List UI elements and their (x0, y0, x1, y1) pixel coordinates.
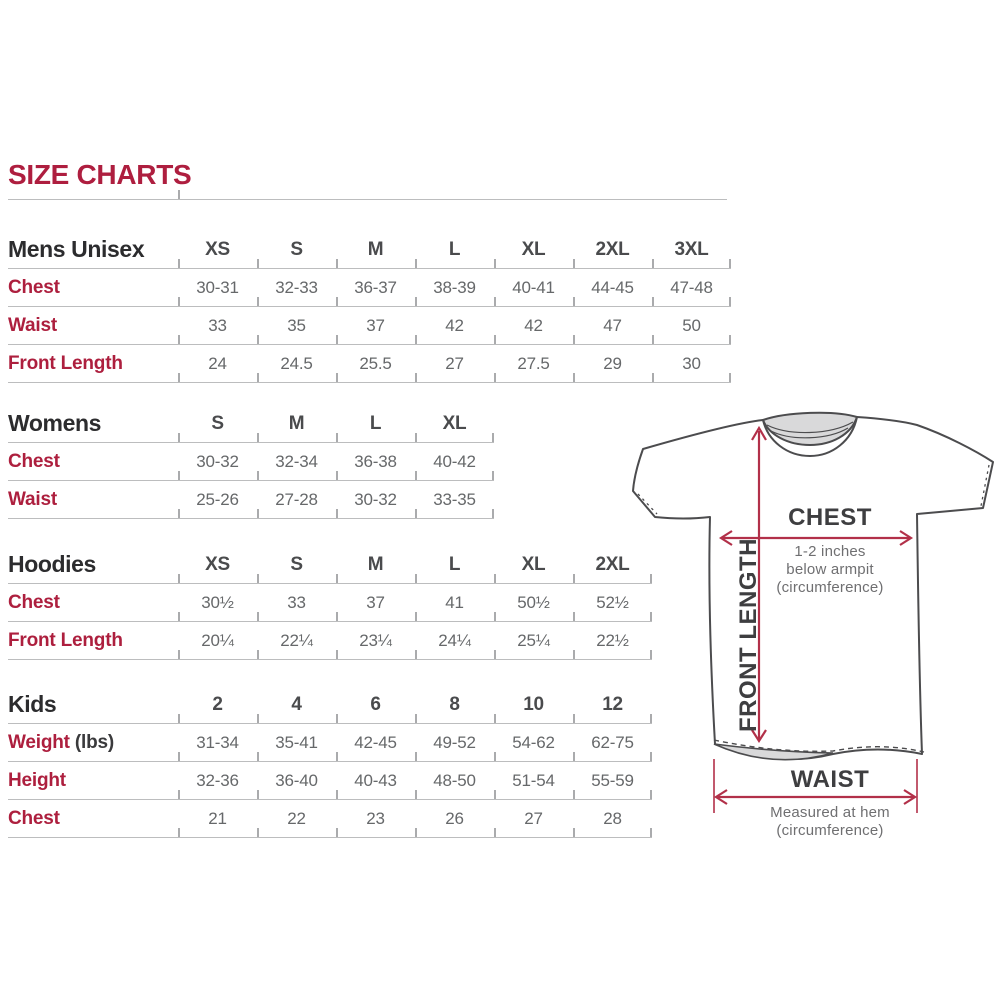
size-table-hoodies (8, 546, 652, 660)
value-cell: 30-32 (354, 489, 397, 509)
title-rule (8, 189, 727, 200)
value-cell: 40-43 (354, 770, 397, 790)
value-cell: 27.5 (517, 353, 550, 373)
value-cell: 42 (524, 315, 543, 335)
value-cell: 24 (208, 353, 227, 373)
table-row (8, 481, 494, 519)
size-header: XS (205, 238, 230, 260)
value-cell: 25¼ (517, 630, 550, 650)
measure-label-suffix: (lbs) (69, 731, 114, 753)
column-tick (178, 650, 180, 659)
column-tick (257, 509, 259, 518)
value-cell: 54-62 (512, 732, 555, 752)
value-cell: 27 (445, 353, 464, 373)
size-table-mens-unisex (8, 231, 731, 383)
column-tick (257, 650, 259, 659)
column-tick (494, 297, 496, 306)
row-label-cell (8, 481, 178, 518)
tshirt-diagram-svg (626, 403, 998, 863)
column-tick (494, 752, 496, 761)
value-cell: 25.5 (359, 353, 392, 373)
column-tick (573, 612, 575, 621)
value-cell: 42-45 (354, 732, 397, 752)
measure-label: Waist (8, 488, 57, 510)
column-tick (178, 714, 180, 723)
column-tick (257, 790, 259, 799)
section-title: Kids (8, 691, 57, 717)
value-cell: 22¼ (280, 630, 313, 650)
section-title: Womens (8, 410, 102, 436)
size-table-kids (8, 686, 652, 838)
value-cell: 36-37 (354, 277, 397, 297)
column-tick (729, 259, 731, 268)
column-tick (336, 612, 338, 621)
value-cell: 30-32 (196, 451, 239, 471)
column-tick (178, 335, 180, 344)
column-tick (652, 373, 654, 382)
column-tick (415, 612, 417, 621)
column-tick (492, 509, 494, 518)
value-cell: 36-40 (275, 770, 318, 790)
column-tick (573, 259, 575, 268)
size-header: M (288, 412, 305, 434)
value-cell: 30½ (201, 592, 234, 612)
measure-label: Chest (8, 276, 60, 298)
value-cell: 50½ (517, 592, 550, 612)
measure-label: Chest (8, 807, 60, 829)
size-table-womens (8, 405, 494, 519)
column-tick (415, 574, 417, 583)
row-label-cell (8, 269, 178, 306)
column-tick (415, 259, 417, 268)
table-header-row (8, 546, 652, 584)
measure-label: Chest (8, 591, 60, 613)
table-row (8, 269, 731, 307)
value-cell: 47-48 (670, 277, 713, 297)
section-title: Mens Unisex (8, 236, 145, 262)
value-cell: 23¼ (359, 630, 392, 650)
value-cell: 35-41 (275, 732, 318, 752)
value-cell: 40-42 (433, 451, 476, 471)
column-tick (573, 714, 575, 723)
row-label-cell (8, 622, 178, 659)
column-tick (415, 714, 417, 723)
value-cell: 24.5 (280, 353, 313, 373)
column-tick (257, 828, 259, 837)
size-header: M (367, 238, 384, 260)
column-tick (257, 259, 259, 268)
column-tick (257, 297, 259, 306)
value-cell: 24¼ (438, 630, 471, 650)
column-tick (178, 259, 180, 268)
column-tick (494, 373, 496, 382)
column-tick (573, 574, 575, 583)
column-tick (494, 790, 496, 799)
size-charts-sheet (8, 161, 731, 838)
value-cell: 21 (208, 808, 227, 828)
chest-note-line1: 1-2 inches (794, 543, 866, 560)
value-cell: 36-38 (354, 451, 397, 471)
column-tick (494, 650, 496, 659)
size-header: 12 (602, 693, 623, 715)
size-header: XL (442, 412, 467, 434)
size-header: 3XL (674, 238, 709, 260)
column-tick (415, 373, 417, 382)
column-tick (178, 752, 180, 761)
row-label-cell (8, 800, 178, 837)
column-tick (729, 335, 731, 344)
column-tick (336, 790, 338, 799)
column-tick (178, 373, 180, 382)
column-tick (415, 433, 417, 442)
measure-label: Height (8, 769, 66, 791)
table-row (8, 345, 731, 383)
waist-note-line2: (circumference) (776, 822, 884, 839)
value-cell: 48-50 (433, 770, 476, 790)
value-cell: 38-39 (433, 277, 476, 297)
value-cell: 52½ (596, 592, 629, 612)
chest-note-line3: (circumference) (776, 579, 884, 596)
column-tick (178, 190, 180, 199)
size-header: XS (205, 553, 230, 575)
column-tick (415, 790, 417, 799)
size-header: 2 (212, 693, 223, 715)
measure-label: Weight (8, 731, 70, 753)
value-cell: 32-34 (275, 451, 318, 471)
column-tick (257, 471, 259, 480)
table-header-row (8, 686, 652, 724)
column-tick (336, 297, 338, 306)
size-header: L (448, 553, 461, 575)
value-cell: 33-35 (433, 489, 476, 509)
column-tick (652, 297, 654, 306)
column-tick (336, 471, 338, 480)
row-label-cell (8, 345, 178, 382)
row-label-cell (8, 584, 178, 621)
column-tick (573, 335, 575, 344)
value-cell: 40-41 (512, 277, 555, 297)
value-cell: 26 (445, 808, 464, 828)
column-tick (178, 828, 180, 837)
value-cell: 47 (603, 315, 622, 335)
size-header: L (448, 238, 461, 260)
table-row (8, 622, 652, 660)
size-header: XL (521, 238, 546, 260)
column-tick (494, 259, 496, 268)
column-tick (573, 373, 575, 382)
chest-label: CHEST (788, 504, 872, 531)
waist-label: WAIST (790, 766, 870, 793)
size-header: L (369, 412, 382, 434)
value-cell: 41 (445, 592, 464, 612)
column-tick (336, 335, 338, 344)
row-label-cell (8, 307, 178, 344)
column-tick (652, 259, 654, 268)
column-tick (573, 790, 575, 799)
row-label-cell (8, 443, 178, 480)
value-cell: 30 (682, 353, 701, 373)
column-tick (178, 471, 180, 480)
value-cell: 27 (524, 808, 543, 828)
value-cell: 37 (366, 592, 385, 612)
measure-label: Chest (8, 450, 60, 472)
column-tick (336, 509, 338, 518)
page-title: SIZE CHARTS (8, 159, 192, 190)
value-cell: 22 (287, 808, 306, 828)
column-tick (415, 335, 417, 344)
column-tick (178, 612, 180, 621)
column-tick (336, 828, 338, 837)
size-header: 4 (291, 693, 302, 715)
column-tick (178, 433, 180, 442)
table-row (8, 443, 494, 481)
size-header: 10 (523, 693, 544, 715)
measure-label: Front Length (8, 352, 123, 374)
column-tick (257, 752, 259, 761)
value-cell: 22½ (596, 630, 629, 650)
value-cell: 27-28 (275, 489, 318, 509)
size-header: 6 (370, 693, 381, 715)
waist-note-line1: Measured at hem (770, 804, 890, 821)
chest-note-line2: below armpit (786, 561, 874, 578)
value-cell: 32-36 (196, 770, 239, 790)
column-tick (178, 790, 180, 799)
size-header: 2XL (595, 553, 630, 575)
value-cell: 20¼ (201, 630, 234, 650)
value-cell: 42 (445, 315, 464, 335)
column-tick (336, 259, 338, 268)
table-row (8, 584, 652, 622)
row-label-cell (8, 724, 178, 761)
table-row (8, 724, 652, 762)
column-tick (415, 828, 417, 837)
column-tick (257, 612, 259, 621)
section-title: Hoodies (8, 551, 96, 577)
tshirt-measurement-diagram (626, 403, 998, 863)
value-cell: 30-31 (196, 277, 239, 297)
column-tick (494, 828, 496, 837)
column-tick (257, 335, 259, 344)
column-tick (652, 335, 654, 344)
value-cell: 29 (603, 353, 622, 373)
column-tick (729, 373, 731, 382)
column-tick (336, 574, 338, 583)
value-cell: 35 (287, 315, 306, 335)
column-tick (494, 574, 496, 583)
column-tick (415, 471, 417, 480)
value-cell: 25-26 (196, 489, 239, 509)
table-row (8, 762, 652, 800)
table-header-row (8, 405, 494, 443)
size-header: S (290, 238, 303, 260)
column-tick (494, 612, 496, 621)
value-cell: 28 (603, 808, 622, 828)
column-tick (415, 752, 417, 761)
value-cell: 49-52 (433, 732, 476, 752)
table-row (8, 800, 652, 838)
size-header: M (367, 553, 384, 575)
column-tick (573, 650, 575, 659)
value-cell: 33 (208, 315, 227, 335)
column-tick (257, 574, 259, 583)
column-tick (336, 433, 338, 442)
column-tick (573, 828, 575, 837)
column-tick (178, 297, 180, 306)
column-tick (336, 373, 338, 382)
value-cell: 55-59 (591, 770, 634, 790)
column-tick (494, 714, 496, 723)
value-cell: 50 (682, 315, 701, 335)
column-tick (492, 433, 494, 442)
column-tick (415, 650, 417, 659)
column-tick (178, 574, 180, 583)
column-tick (415, 297, 417, 306)
size-header: 8 (449, 693, 460, 715)
size-header: S (290, 553, 303, 575)
column-tick (415, 509, 417, 518)
column-tick (729, 297, 731, 306)
value-cell: 31-34 (196, 732, 239, 752)
size-header: S (211, 412, 224, 434)
column-tick (257, 373, 259, 382)
size-header: XL (521, 553, 546, 575)
value-cell: 51-54 (512, 770, 555, 790)
column-tick (257, 714, 259, 723)
value-cell: 44-45 (591, 277, 634, 297)
front-length-label: FRONT LENGTH (735, 538, 762, 732)
value-cell: 32-33 (275, 277, 318, 297)
column-tick (178, 509, 180, 518)
column-tick (257, 433, 259, 442)
measure-label: Waist (8, 314, 57, 336)
size-header: 2XL (595, 238, 630, 260)
value-cell: 37 (366, 315, 385, 335)
column-tick (494, 335, 496, 344)
column-tick (573, 752, 575, 761)
row-label-cell (8, 762, 178, 799)
measure-label: Front Length (8, 629, 123, 651)
table-header-row (8, 231, 731, 269)
column-tick (336, 714, 338, 723)
column-tick (573, 297, 575, 306)
value-cell: 62-75 (591, 732, 634, 752)
column-tick (336, 752, 338, 761)
table-row (8, 307, 731, 345)
value-cell: 23 (366, 808, 385, 828)
value-cell: 33 (287, 592, 306, 612)
column-tick (336, 650, 338, 659)
column-tick (492, 471, 494, 480)
